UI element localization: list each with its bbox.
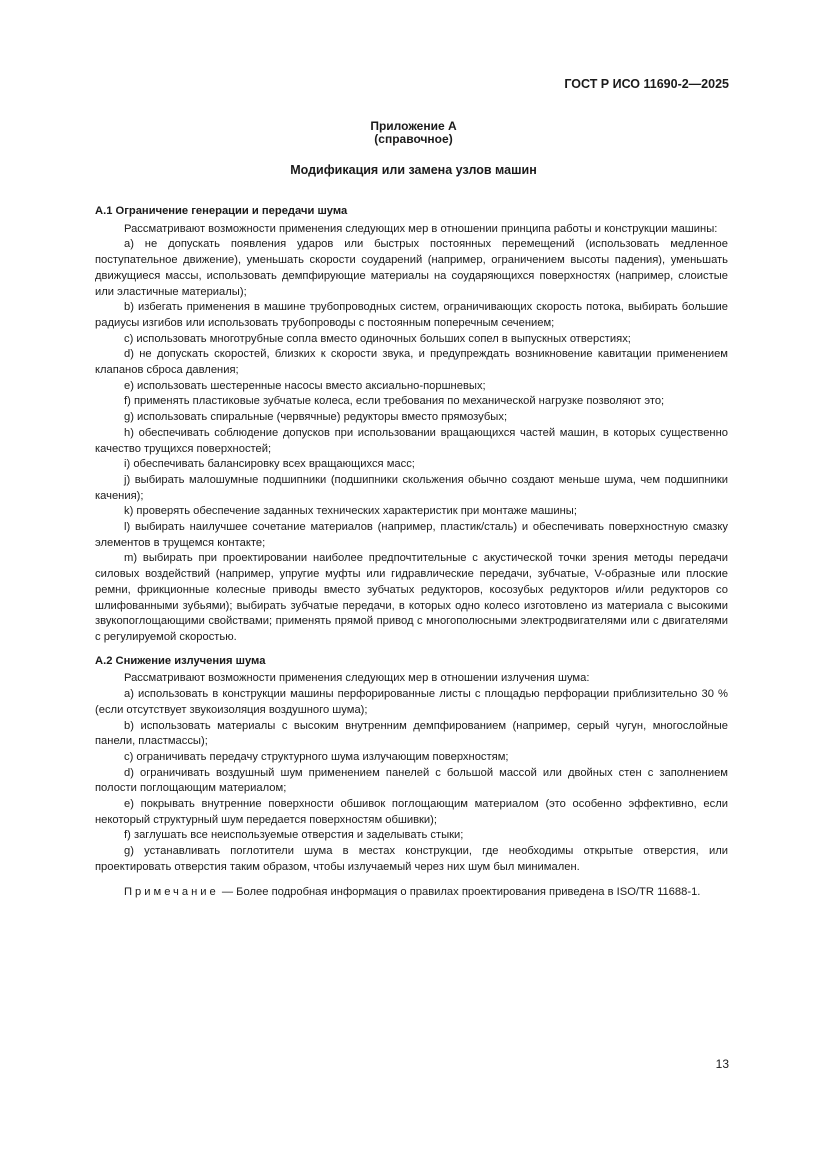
annex-heading: Модификация или замена узлов машин (290, 163, 537, 177)
standard-code: ГОСТ Р ИСО 11690-2—2025 (564, 77, 729, 91)
list-item: d) не допускать скоростей, близких к скорости звука, и предупреждать возникновение кавитации применением клапанов сброса давления; (95, 348, 728, 377)
list-item: f) заглушать все неиспользуемые отверстия и заделывать стыки; (124, 829, 464, 842)
paragraph: Рассматривают возможности применения следующих мер в отношении излучения шума: (124, 672, 590, 685)
annex-type: (справочное) (374, 132, 453, 146)
list-item: k) проверять обеспечение заданных технических характеристик при монтаже машины; (124, 505, 577, 518)
list-item: j) выбирать малошумные подшипники (подшипники скольжения обычно создают меньше шума, чем подшипники качения); (95, 473, 728, 502)
list-item: e) использовать шестеренные насосы вместо аксиально-поршневых; (124, 379, 486, 392)
list-item: d) ограничивать воздушный шум применением панелей с большой массой или двойных стен с заполнением полости поглощающим материалом; (95, 766, 728, 795)
paragraph: Рассматривают возможности применения следующих мер в отношении принципа работы и конструкции машины: (124, 222, 718, 235)
list-item: b) использовать материалы с высоким внутренним демпфированием (например, серый чугун, многослойные панели, пластмассы); (95, 719, 728, 748)
list-item: c) ограничивать передачу структурного шума излучающим поверхностям; (124, 750, 509, 763)
list-item: m) выбирать при проектировании наиболее предпочтительные с акустической точки зрения методы передачи силовых воздействий (например, упругие муфты или гидравлические передачи, зубчатые, V-образные или плоские ремни, фрикционные колесные приводы вместо зубчатых редукторов, косозубых редукторов и/или редукторов со шлифованными зубьями); выбирать зубчатые передачи, в которых одно колесо изготовлено из материала с высокими звукопоглощающими свойствами; применять прямой привод с многополюсными электродвигателями или с двигателями с регулируемой скоростью. (95, 552, 728, 643)
list-item: f) применять пластиковые зубчатые колеса, если требования по механической нагрузке позволяют это; (124, 395, 665, 408)
list-item: a) не допускать появления ударов или быстрых постоянных перемещений (использовать медленное поступательное движение), уменьшать скорости соударений (например, ограничением высоты падения), уменьшать движущиеся массы, использовать демпфирующие материалы на соударяющихся поверхностях (например, слоистые или эластичные материалы); (95, 238, 728, 298)
section-a2 (95, 654, 728, 876)
section-heading: А.2 Снижение излучения шума (95, 654, 266, 667)
list-item: b) избегать применения в машине трубопроводных систем, ограничивающих скорость потока, выбирать большие радиусы изгибов или использовать трубопроводы с постоянным поперечным сечением; (95, 301, 728, 329)
note (95, 885, 728, 901)
document-body (95, 204, 728, 911)
section-a1 (95, 204, 728, 646)
list-item: a) использовать в конструкции машины перфорированные листы с площадью перфорации приблизительно 30 % (если отсутствует звукоизоляция воздушного шума); (95, 688, 728, 716)
note-text: — Более подробная информация о правилах проектирования приведена в ISO/TR 11688-1. (218, 885, 701, 898)
list-item: l) выбирать наилучшее сочетание материалов (например, пластик/сталь) и обеспечивать поверхностную смазку элементов в трущемся контакте; (95, 521, 728, 549)
list-item: g) устанавливать поглотители шума в местах конструкции, где необходимы открытые отверстия, или проектировать отверстия таким образом, чтобы излучаемый через них шум был минимален. (95, 845, 728, 873)
annex-title: Приложение А (370, 119, 457, 133)
list-item: g) использовать спиральные (червячные) редукторы вместо прямозубых; (124, 411, 508, 424)
list-item: e) покрывать внутренние поверхности обшивок поглощающим материалом (это особенно эффективно, если некоторый структурный шум передается поверхностям обшивки); (95, 798, 728, 826)
section-heading: А.1 Ограничение генерации и передачи шума (95, 205, 348, 217)
page-number: 13 (715, 1057, 729, 1071)
note-label: Примечание (124, 885, 219, 898)
list-item: i) обеспечивать балансировку всех вращающихся масс; (124, 458, 415, 471)
list-item: c) использовать многотрубные сопла вместо одиночных больших сопел в выпускных отверстиях; (124, 332, 631, 345)
list-item: h) обеспечивать соблюдение допусков при использовании вращающихся частей машин, в которых существенно качество трущихся поверхностей; (95, 426, 728, 455)
